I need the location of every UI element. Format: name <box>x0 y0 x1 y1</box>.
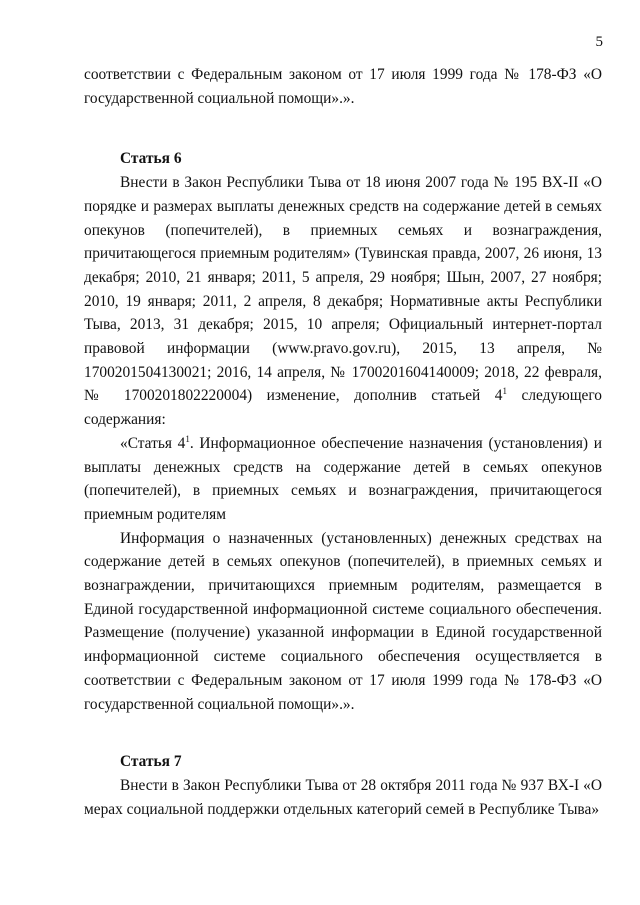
article-4-1-title-superscript: 1 <box>185 433 190 444</box>
article-6-intro-text: Внести в Закон Республики Тыва от 18 июня 2007 года № 195 ВХ-II «О порядке и размерах выплаты денежных средств на содержание детей в семьях опекунов (попечителей), в приемных семьях и вознаграждения, причитающегося приемным родителям» (Тувинская правда, 2007, 26 июня, 13 декабря; 2010, 21 января; 2011, 5 апреля, 29 ноября; Шын, 2007, 27 ноября; 2010, 19 января; 2011, 2 апреля, 8 декабря; Нормативные акты Республики Тыва, 2013, 31 декабря; 2015, 10 апреля; Официальный интернет-портал правовой информации (www.pravo.gov.ru), 2015, 13 апреля, № 1700201504130021; 2016, 14 апреля, № 1700201604140009; 2018, 22 февраля, № 1700201802220004) изменение, дополнив статьей 4 <box>84 174 602 405</box>
article-4-1-title-paragraph <box>84 432 602 527</box>
article-7-intro-paragraph: Внести в Закон Республики Тыва от 28 октября 2011 года № 937 ВХ-I «О мерах социальной поддержки отдельных категорий семей в Республике Тыва» <box>84 776 602 818</box>
article-6-intro-tail: следующего содержания: <box>84 387 602 429</box>
article-6-intro-paragraph <box>84 171 602 432</box>
article-4-1-title-start: «Статья 4 <box>120 434 186 452</box>
spacer <box>84 716 602 750</box>
article-4-1-info-paragraph: Информация о назначенных (установленных) денежных средствах на содержание детей в семьях опекунов (попечителей), в приемных семьях и вознаграждении, причитающихся приемным родителям, размещается в Единой государственной информационной системе социального обеспечения. Размещение (получение) указанной информации в Единой государственной информационной системе социального обеспечения осуществляется в соответствии с Федеральным законом от 17 июля 1999 года № 178-ФЗ «О государственной социальной помощи».». <box>84 529 602 713</box>
spacer <box>84 110 602 147</box>
page-number: 5 <box>595 34 603 50</box>
document-body <box>84 63 602 821</box>
article-7-heading: Статья 7 <box>120 753 182 771</box>
article-4-1-title-text: . Информационное обеспечение назначения (установления) и выплаты денежных средств на содержание детей в семьях опекунов (попечителей), в приемных семьях и вознаграждения, причитающегося приемным родителям <box>84 434 602 523</box>
article-6-intro-superscript: 1 <box>502 386 507 397</box>
article-6-heading: Статья 6 <box>120 150 182 168</box>
continuation-paragraph: соответствии с Федеральным законом от 17 июля 1999 года № 178-ФЗ «О государственной социальной помощи».». <box>84 66 602 107</box>
